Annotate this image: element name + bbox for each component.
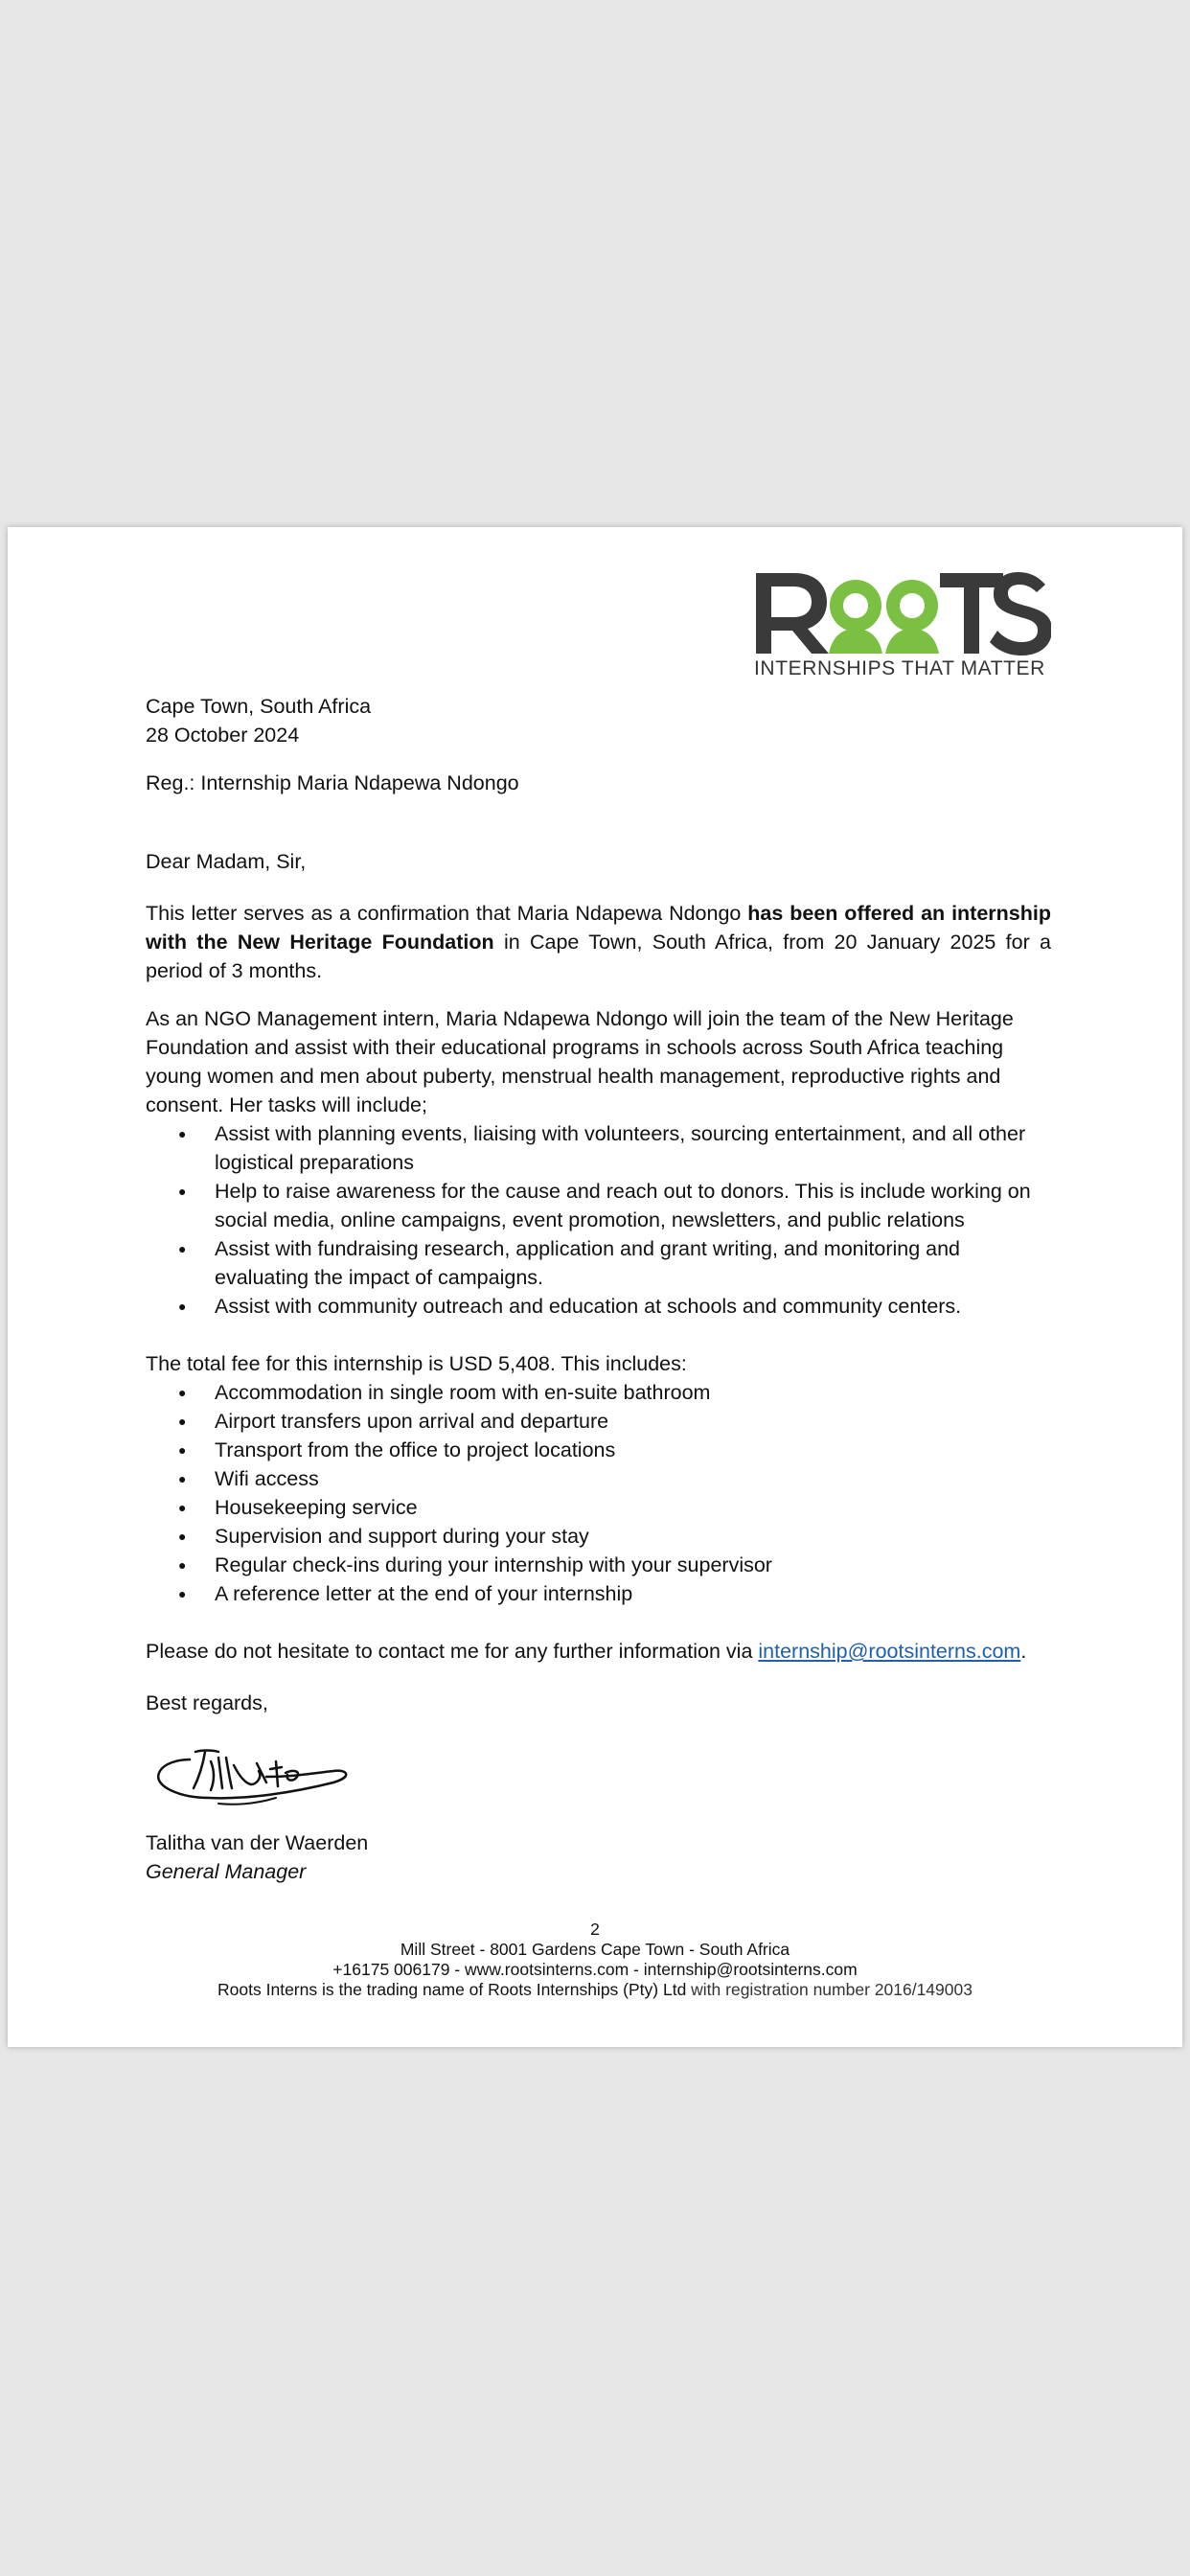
logo-tagline: INTERNSHIPS THAT MATTER	[754, 657, 1045, 679]
footer-registration: with registration number 2016/149003	[686, 1980, 973, 1999]
fee-list	[146, 1378, 1051, 1608]
page-number: 2	[590, 1920, 600, 1939]
contact-paragraph	[146, 1637, 1051, 1666]
list-item: ● Assist with community outreach and education at schools and community centers.	[146, 1292, 1051, 1321]
list-item: ● Housekeeping service	[146, 1493, 1051, 1522]
list-item: ● Assist with fundraising research, application and grant writing, and monitoring and evaluating the impact of campaigns.	[146, 1234, 1051, 1292]
list-item: ● Assist with planning events, liaising with volunteers, sourcing entertainment, and all other logistical preparations	[146, 1119, 1051, 1177]
footer-contact: +16175 006179 - www.rootsinterns.com - internship@rootsinterns.com	[332, 1960, 858, 1979]
list-item: ● Airport transfers upon arrival and departure	[146, 1407, 1051, 1436]
fee-intro: The total fee for this internship is USD 5,408. This includes:	[146, 1352, 687, 1375]
letter-paragraph-offer	[146, 899, 1051, 985]
task-list	[146, 1119, 1051, 1321]
list-item: ● A reference letter at the end of your internship	[146, 1579, 1051, 1608]
footer-legal-name: Roots Interns is the trading name of Roots Internships (Pty) Ltd	[217, 1980, 687, 1999]
offer-text-start: This letter serves as a confirmation that Maria Ndapewa Ndongo	[146, 902, 748, 925]
roots-wordmark-logo	[752, 567, 1051, 659]
offer-text-bold: has been offered an internship with the New Heritage Foundation	[146, 902, 1051, 954]
contact-text-end: .	[1020, 1640, 1027, 1663]
closing: Best regards,	[146, 1691, 268, 1714]
list-item: ● Wifi access	[146, 1464, 1051, 1493]
roots-logo	[752, 567, 1051, 682]
list-item: ● Accommodation in single room with en-suite bathroom	[146, 1378, 1051, 1407]
footer-address: Mill Street - 8001 Gardens Cape Town - South Africa	[400, 1940, 790, 1959]
signer-block	[146, 1828, 1051, 1886]
letter-header	[146, 692, 1051, 749]
letter-page	[8, 527, 1182, 2047]
list-item: ● Regular check-ins during your internship with your supervisor	[146, 1551, 1051, 1579]
list-item: ● Help to raise awareness for the cause and reach out to donors. This is include working on social media, online campaigns, event promotion, newsletters, and public relations	[146, 1177, 1051, 1234]
letter-salutation: Dear Madam, Sir,	[146, 850, 307, 873]
letter-paragraph-role: As an NGO Management intern, Maria Ndapewa Ndongo will join the team of the New Heritage Foundation and assist with their educational programs in schools across South Africa teaching young women and men about puberty, menstrual health management, reproductive rights and consent. Her tasks will include;	[146, 1007, 1014, 1116]
email-link[interactable]: internship@rootsinterns.com	[758, 1640, 1021, 1663]
letter-location: Cape Town, South Africa	[146, 695, 372, 718]
letter-date: 28 October 2024	[146, 724, 300, 747]
footer-legal	[8, 1980, 1182, 2000]
letter-footer	[8, 1920, 1182, 2000]
signer-title: General Manager	[146, 1860, 307, 1883]
offer-text-end: in Cape Town, South Africa, from 20 January 2025 for a period of 3 months.	[146, 931, 1051, 982]
list-item: ● Transport from the office to project locations	[146, 1436, 1051, 1464]
list-item: ● Supervision and support during your stay	[146, 1522, 1051, 1551]
signature-image	[151, 1744, 353, 1821]
letter-reference: Reg.: Internship Maria Ndapewa Ndongo	[146, 771, 519, 794]
signer-name: Talitha van der Waerden	[146, 1831, 369, 1854]
contact-text: Please do not hesitate to contact me for any further information via	[146, 1640, 759, 1663]
